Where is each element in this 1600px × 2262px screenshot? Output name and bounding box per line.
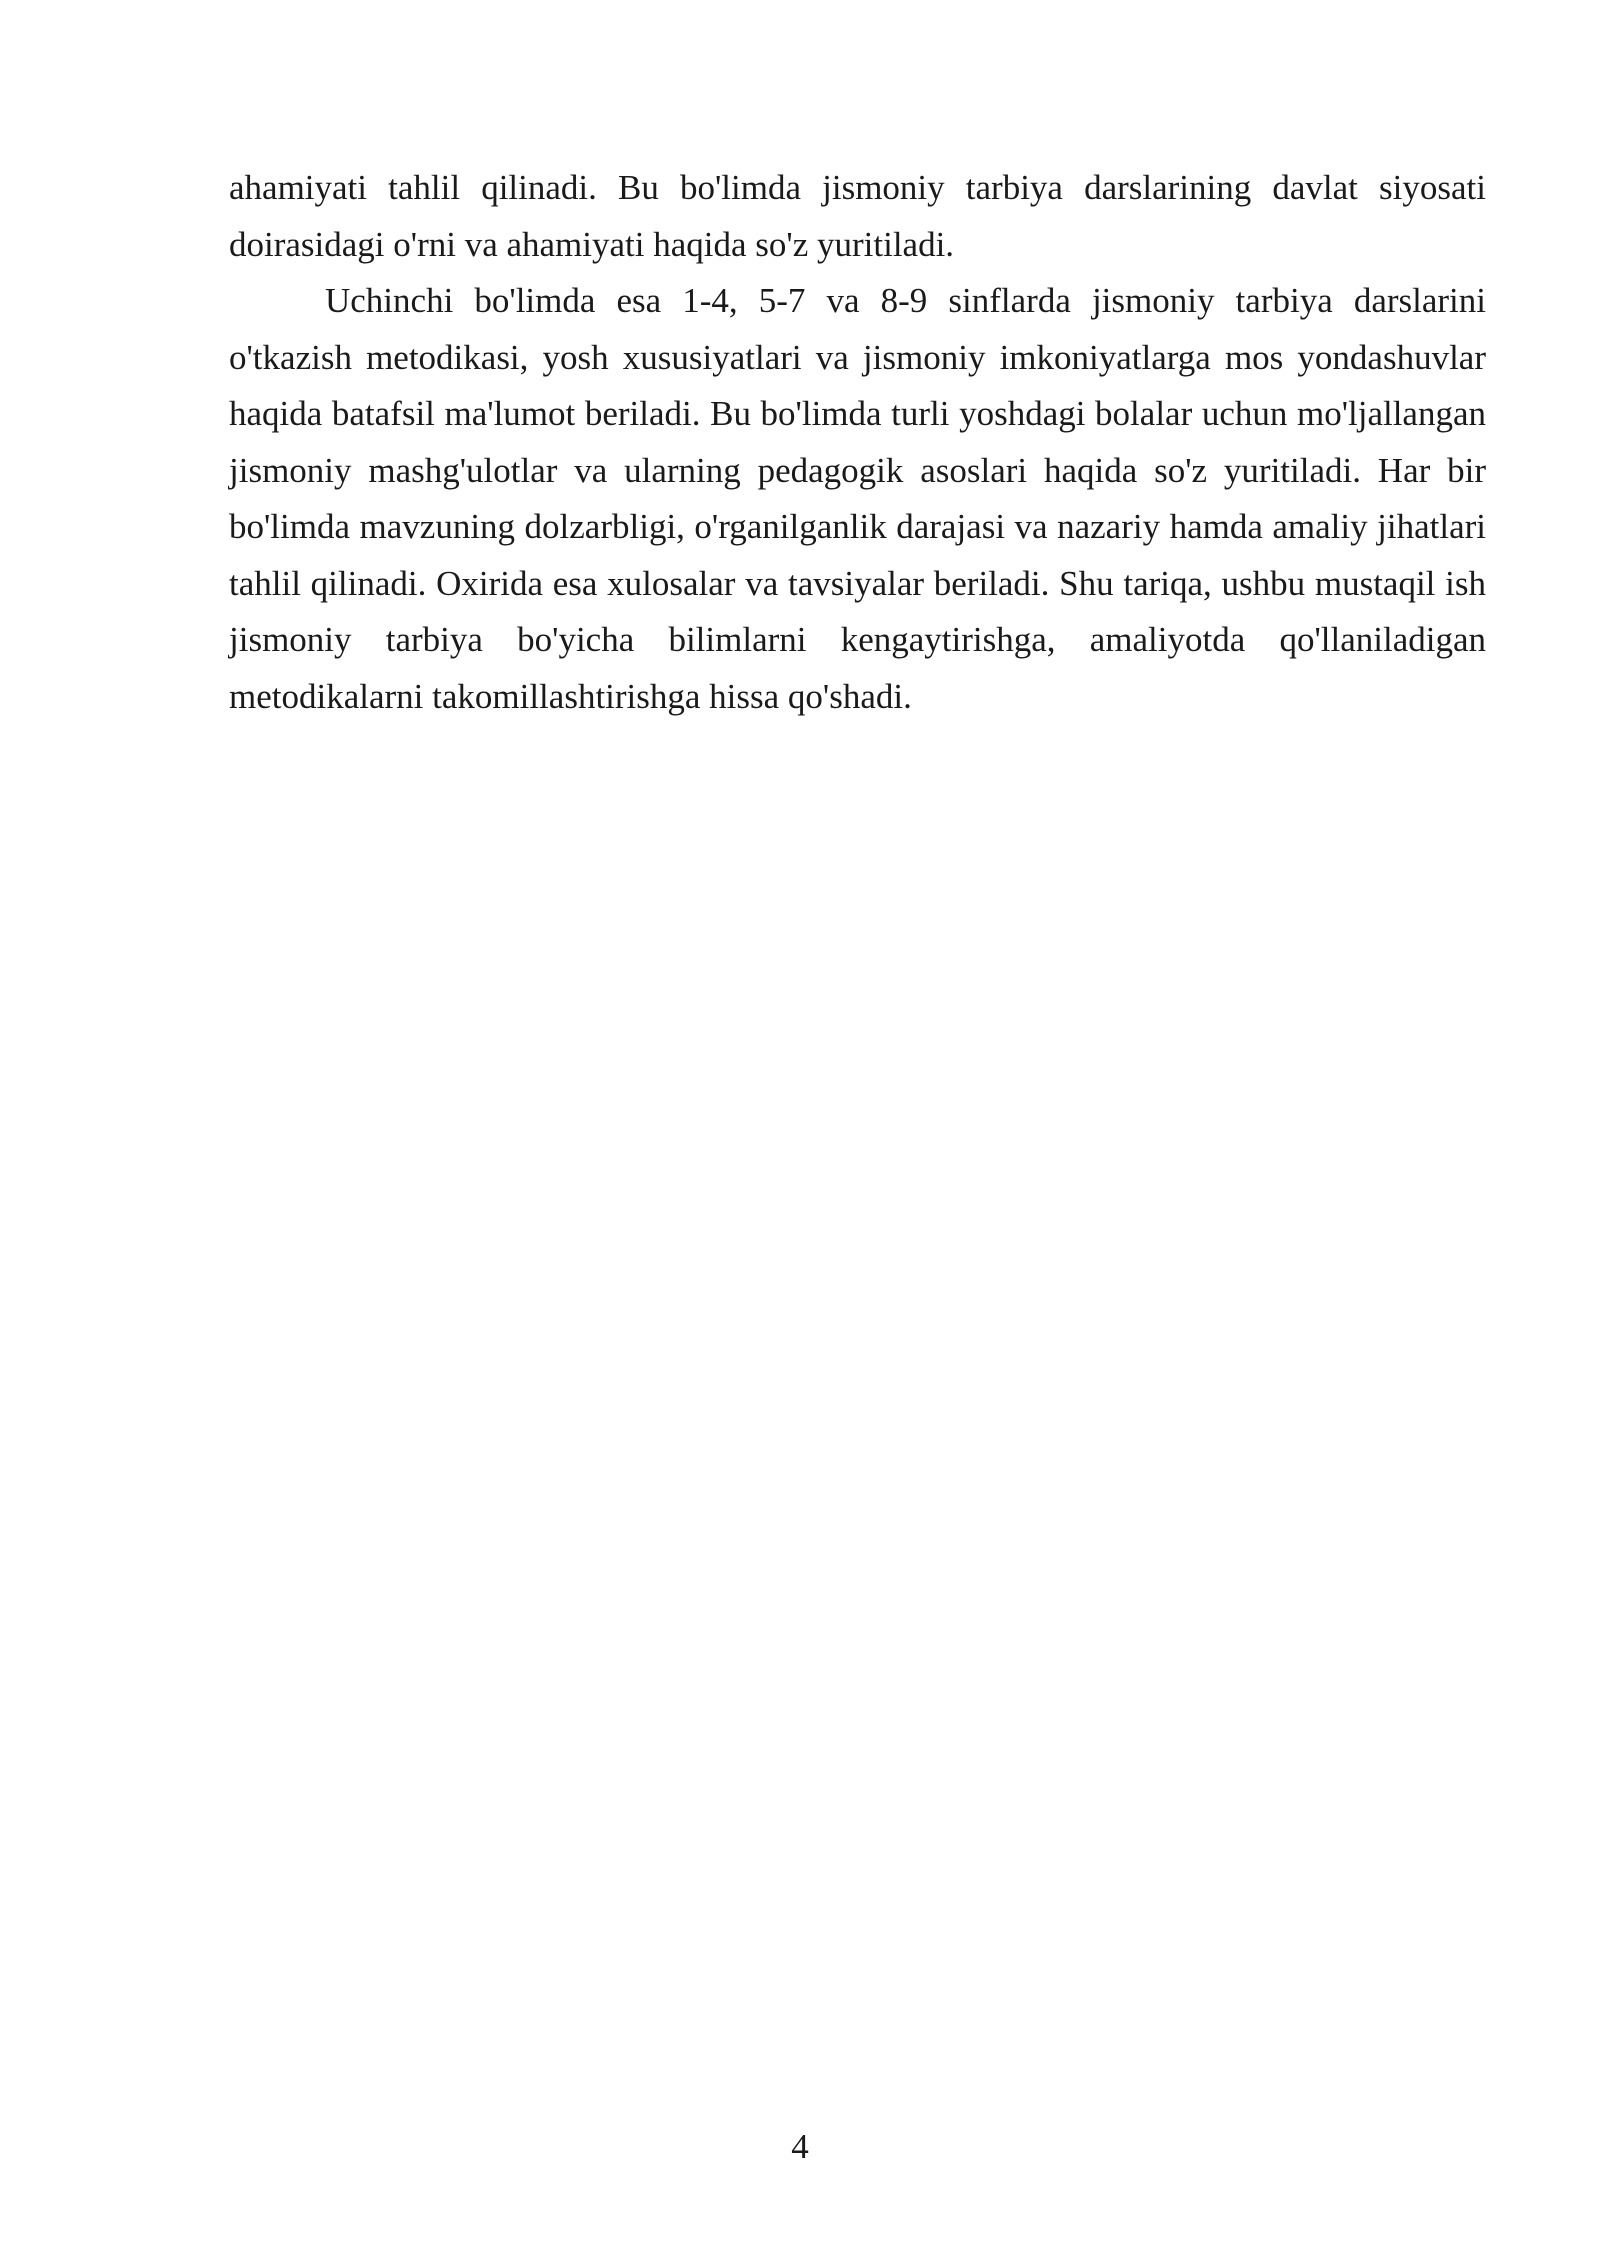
text-body xyxy=(229,160,1486,725)
paragraph-continuation: ahamiyati tahlil qilinadi. Bu bo'limda jismoniy tarbiya darslarining davlat siyosati doirasidagi o'rni va ahamiyati haqida so'z yuritiladi. xyxy=(229,168,1486,264)
paragraph-third-section: Uchinchi bo'limda esa 1-4, 5-7 va 8-9 sinflarda jismoniy tarbiya darslarini o'tkazish metodikasi, yosh xususiyatlari va jismoniy imkoniyatlarga mos yondashuvlar haqida batafsil ma'lumot beriladi. Bu bo'limda turli yoshdagi bolalar uchun mo'ljallangan jismoniy mashg'ulotlar va ularning pedagogik asoslari haqida so'z yuritiladi. Har bir bo'limda mavzuning dolzarbligi, o'rganilganlik darajasi va nazariy hamda amaliy jihatlari tahlil qilinadi. Oxirida esa xulosalar va tavsiyalar beriladi. Shu tariqa, ushbu mustaqil ish jismoniy tarbiya bo'yicha bilimlarni kengaytirishga, amaliyotda qo'llaniladigan metodikalarni takomillashtirishga hissa qo'shadi. xyxy=(229,281,1486,716)
page-number: 4 xyxy=(791,2127,809,2166)
